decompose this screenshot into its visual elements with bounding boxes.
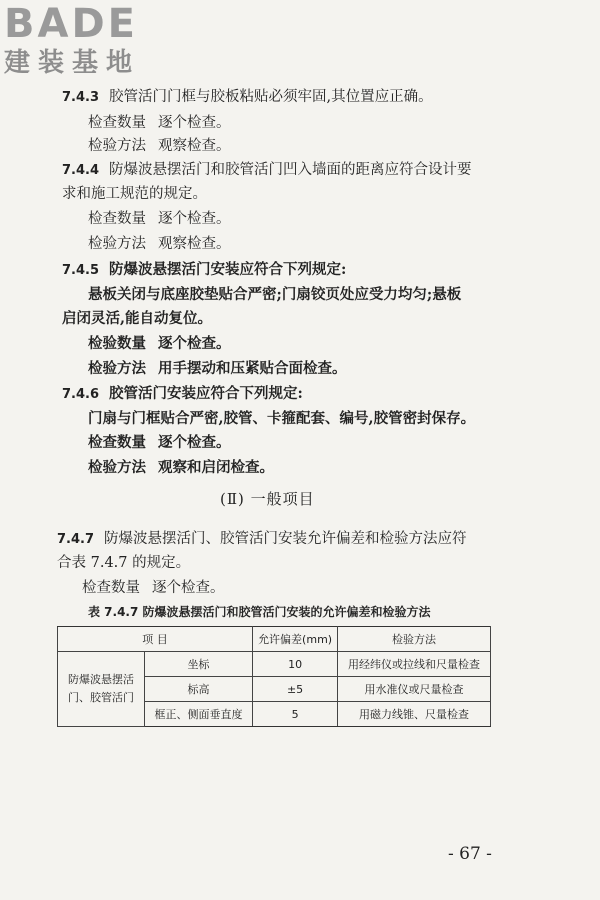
- check-quantity: [88, 209, 231, 229]
- clause-number: 7.4.6: [62, 387, 100, 402]
- cell-item: 坐标: [145, 652, 253, 677]
- clause-text-continuation: [62, 309, 212, 329]
- header-method: 检验方法: [338, 627, 491, 652]
- table-title: 表 7.4.7 防爆波悬摆活门和胶管活门安装的允许偏差和检验方法: [88, 605, 431, 619]
- check-value: 逐个检查。: [158, 115, 231, 131]
- watermark-brand: BADE: [4, 1, 138, 47]
- cell-method: 用水准仪或尺量检查: [338, 677, 491, 702]
- clause-text-continuation: [57, 553, 190, 573]
- check-value: 逐个检查。: [158, 434, 231, 451]
- check-label: 检查数量: [82, 580, 140, 596]
- check-method: [88, 359, 347, 379]
- check-quantity: [88, 113, 231, 133]
- check-label: 检验方法: [88, 138, 146, 154]
- check-value: 逐个检查。: [152, 580, 225, 596]
- clause-number: 7.4.4: [62, 163, 100, 178]
- table-row: [58, 652, 491, 677]
- check-method: [88, 458, 274, 478]
- group-label-line: 门、胶管活门: [68, 691, 134, 704]
- clause-number: 7.4.7: [57, 532, 95, 547]
- clause-7-4-6: [62, 384, 303, 405]
- cell-item: 框正、侧面垂直度: [145, 702, 253, 727]
- check-value: 逐个检查。: [158, 211, 231, 227]
- clause-7-4-3: [62, 87, 433, 108]
- check-quantity: [82, 578, 225, 598]
- clause-text: 合表 7.4.7 的规定。: [57, 555, 191, 571]
- check-value: 逐个检查。: [158, 335, 231, 352]
- header-item: 项 目: [58, 627, 253, 652]
- clause-text-continuation: [88, 409, 475, 429]
- row-group-label: [58, 652, 145, 727]
- check-value: 观察检查。: [158, 236, 231, 252]
- cell-method: 用磁力线锥、尺量检查: [338, 702, 491, 727]
- clause-text: 胶管活门安装应符合下列规定:: [109, 385, 303, 402]
- check-method: [88, 234, 231, 254]
- check-label: 检查数量: [88, 115, 146, 131]
- cell-tolerance: 10: [253, 652, 338, 677]
- check-value: 观察和启闭检查。: [158, 459, 274, 476]
- clause-7-4-7: [57, 529, 467, 550]
- clause-text: 防爆波悬摆活门安装应符合下列规定:: [109, 261, 347, 278]
- check-label: 检验方法: [88, 360, 146, 377]
- clause-text-continuation: [88, 285, 461, 305]
- tolerance-table: [57, 626, 491, 727]
- clause-text: 启闭灵活,能自动复位。: [62, 310, 213, 327]
- check-label: 检验方法: [88, 236, 146, 252]
- clause-7-4-4: [62, 160, 472, 181]
- cell-item: 标高: [145, 677, 253, 702]
- check-method: [88, 136, 231, 156]
- watermark-subtitle: 建装基地: [4, 48, 141, 78]
- watermark-logo: [4, 2, 179, 78]
- clause-text: 防爆波悬摆活门和胶管活门凹入墙面的距离应符合设计要: [109, 162, 472, 178]
- header-tolerance: 允许偏差(mm): [253, 627, 338, 652]
- check-label: 检查数量: [88, 434, 146, 451]
- clause-text: 求和施工规范的规定。: [62, 186, 207, 202]
- clause-7-4-5: [62, 260, 346, 281]
- clause-number: 7.4.3: [62, 90, 100, 105]
- check-label: 检验方法: [88, 459, 146, 476]
- clause-text: 防爆波悬摆活门、胶管活门安装允许偏差和检验方法应符: [104, 531, 467, 547]
- check-value: 用手摆动和压紧贴合面检查。: [158, 360, 347, 377]
- clause-text: 门扇与门框贴合严密,胶管、卡箍配套、编号,胶管密封保存。: [88, 410, 476, 427]
- group-label-line: 防爆波悬摆活: [68, 673, 134, 686]
- check-label: 检查数量: [88, 211, 146, 227]
- clause-text: 悬板关闭与底座胶垫贴合严密;门扇铰页处应受力均匀;悬板: [88, 286, 462, 303]
- check-quantity: [88, 433, 231, 453]
- page-number: - 67 -: [448, 844, 492, 864]
- check-label: 检验数量: [88, 335, 146, 352]
- cell-method: 用经纬仪或拉线和尺量检查: [338, 652, 491, 677]
- cell-tolerance: ±5: [253, 677, 338, 702]
- check-quantity: [88, 334, 231, 354]
- clause-text-continuation: [62, 184, 207, 204]
- cell-tolerance: 5: [253, 702, 338, 727]
- table-header-row: [58, 627, 491, 652]
- clause-number: 7.4.5: [62, 263, 100, 278]
- check-value: 观察检查。: [158, 138, 231, 154]
- clause-text: 胶管活门门框与胶板粘贴必须牢固,其位置应正确。: [109, 89, 433, 105]
- section-title: (Ⅱ) 一般项目: [220, 490, 315, 508]
